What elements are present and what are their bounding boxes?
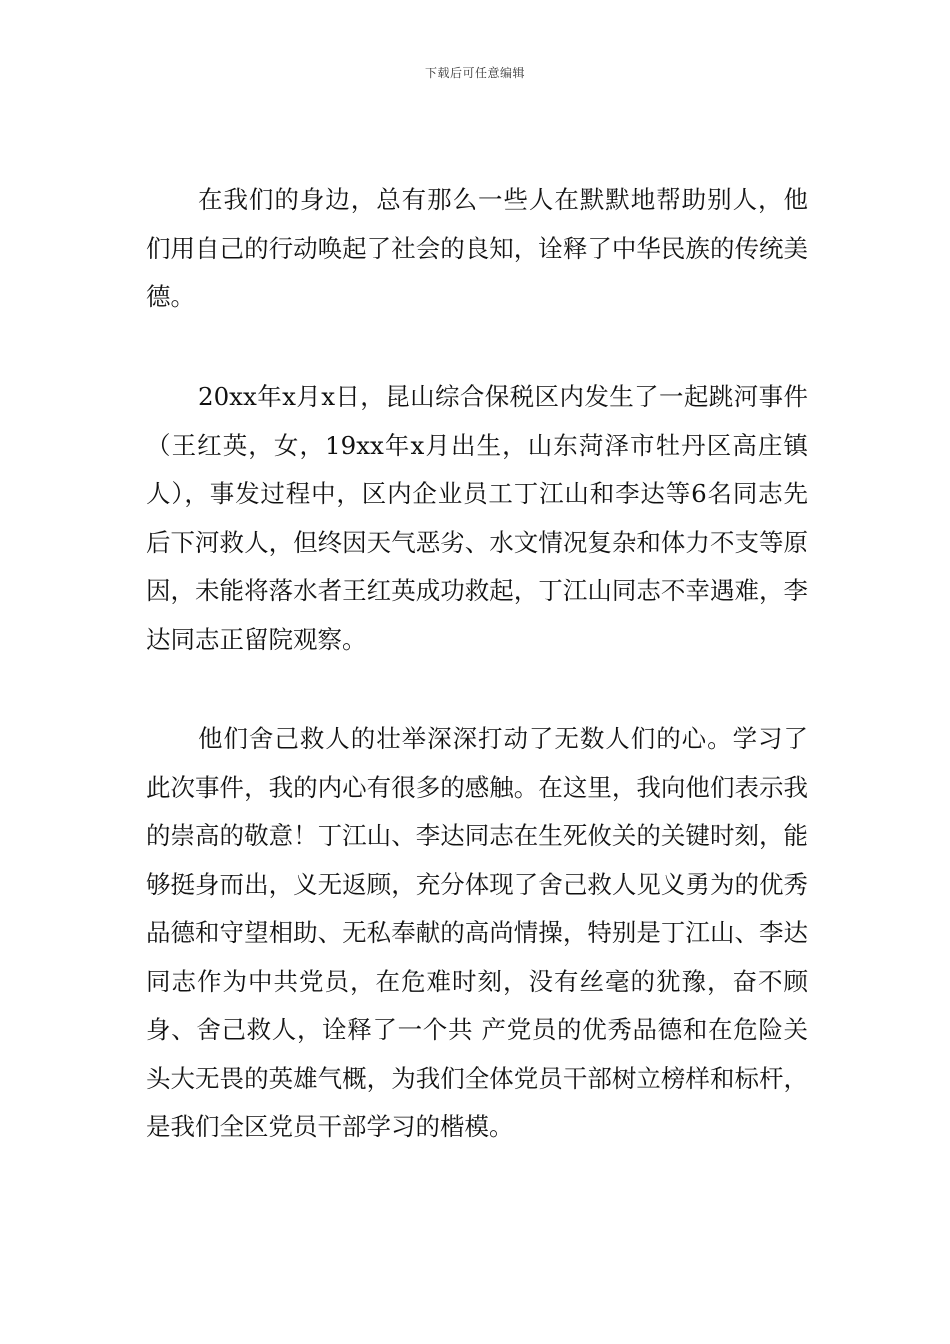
header-note: 下载后可任意编辑 — [424, 66, 525, 80]
paragraph-incident: 20xx年x月x日，昆山综合保税区内发生了一起跳河事件（王红英，女，19xx年x月出生，山东菏泽市牡丹区高庄镇人），事发过程中，区内企业员工丁江山和李达等6名同志先后下河救人，但终因天气恶劣、水文情况复杂和体力不支等原因，未能将落水者王红英成功救起，丁江山同志不幸遇难，李达同志正留院观察。 — [146, 382, 808, 654]
paragraph-reflection: 他们舍己救人的壮举深深打动了无数人们的心。学习了此次事件，我的内心有很多的感触。在这里，我向他们表示我的崇高的敬意！丁江山、李达同志在生死攸关的关键时刻，能够挺身而出，义无返顾，充分体现了舍己救人见义勇为的优秀品德和守望相助、无私奉献的高尚情操，特别是丁江山、李达同志作为中共党员，在危难时刻，没有丝毫的犹豫，奋不顾身、舍己救人，诠释了一个共 产党员的优秀品德和在危险关头大无畏的英雄气概，为我们全体党员干部树立榜样和标杆，是我们全区党员干部学习的楷模。 — [146, 724, 808, 1141]
paragraph-intro: 在我们的身边，总有那么一些人在默默地帮助别人，他们用自己的行动唤起了社会的良知，诠释了中华民族的传统美德。 — [146, 185, 808, 311]
